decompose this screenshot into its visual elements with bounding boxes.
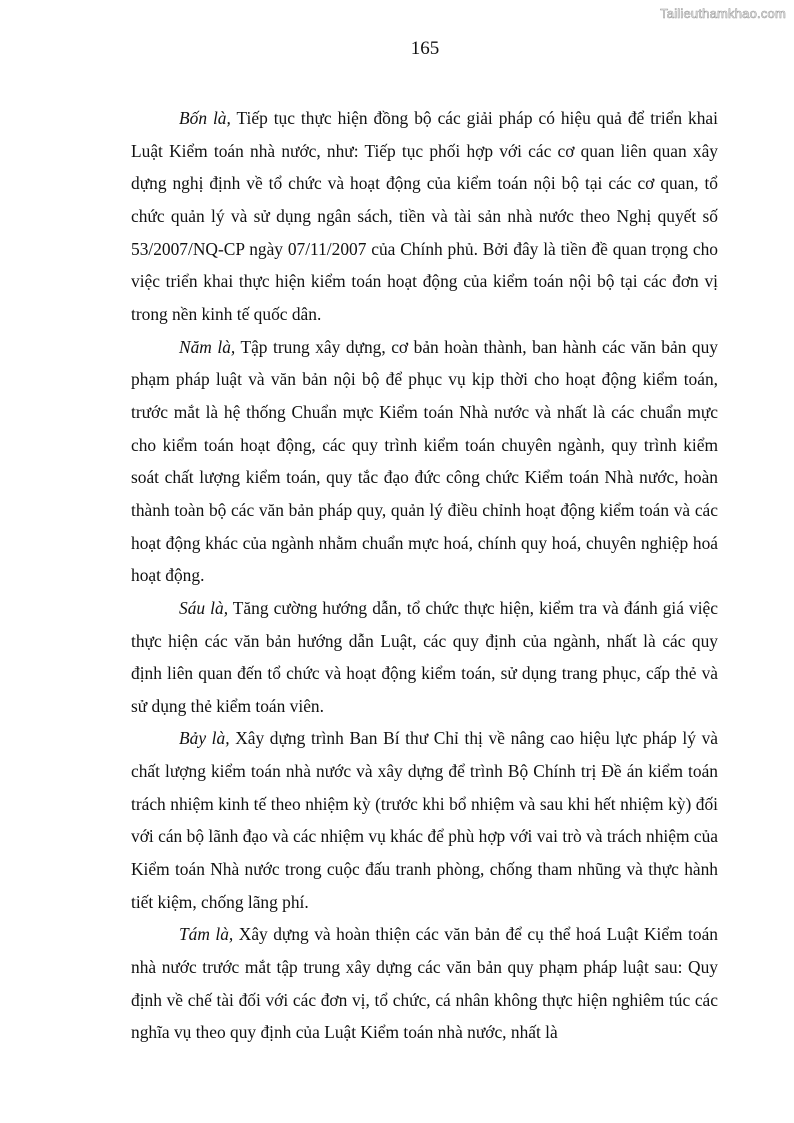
paragraph-text: Xây dựng trình Ban Bí thư Chỉ thị về nâng cao hiệu lực pháp lý và chất lượng kiểm toán nhà nước và xây dựng để trình Bộ Chính trị Đề án kiểm toán trách nhiệm kinh tế theo nhiệm kỳ (trước khi bổ nhiệm và sau khi hết nhiệm kỳ) đối với cán bộ lãnh đạo và các nhiệm vụ khác để phù hợp với vai trò và trách nhiệm của Kiểm toán Nhà nước trong cuộc đấu tranh phòng, chống tham nhũng và thực hành tiết kiệm, chống lãng phí. — [131, 728, 718, 912]
paragraph-text: Xây dựng và hoàn thiện các văn bản để cụ thể hoá Luật Kiểm toán nhà nước trước mắt tập trung xây dựng các văn bản quy phạm pháp luật sau: Quy định về chế tài đối với các đơn vị, tổ chức, cá nhân không thực hiện nghiêm túc các nghĩa vụ theo quy định của Luật Kiểm toán nhà nước, nhất là — [131, 924, 718, 1043]
paragraph-text: Tập trung xây dựng, cơ bản hoàn thành, ban hành các văn bản quy phạm pháp luật và văn bản nội bộ để phục vụ kịp thời cho hoạt động kiểm toán, trước mắt là hệ thống Chuẩn mực Kiểm toán Nhà nước và nhất là các chuẩn mực cho kiểm toán hoạt động, các quy trình kiểm toán chuyên ngành, quy trình kiểm soát chất lượng kiểm toán, quy tắc đạo đức công chức Kiểm toán Nhà nước, hoàn thành toàn bộ các văn bản pháp quy, quản lý điều chỉnh hoạt động kiểm toán và các hoạt động khác của ngành nhằm chuẩn mực hoá, chính quy hoá, chuyên nghiệp hoá hoạt động. — [131, 336, 718, 586]
paragraph-lead: Bốn là, — [179, 108, 231, 128]
paragraph — [131, 102, 718, 331]
paragraph — [131, 592, 718, 723]
paragraph-lead: Năm là, — [179, 336, 236, 357]
paragraph-text: Tăng cường hướng dẫn, tổ chức thực hiện, kiểm tra và đánh giá việc thực hiện các văn bản hướng dẫn Luật, các quy định của ngành, nhất là các quy định liên quan đến tổ chức và hoạt động kiểm toán, sử dụng trang phục, cấp thẻ và sử dụng thẻ kiểm toán viên. — [131, 597, 718, 716]
page-number: 165 — [410, 38, 440, 59]
paragraph-lead: Bảy là, — [179, 728, 230, 749]
paragraph — [131, 331, 718, 592]
paragraph-lead: Sáu là, — [179, 597, 229, 618]
paragraph-text: Tiếp tục thực hiện đồng bộ các giải pháp có hiệu quả để triển khai Luật Kiểm toán nhà nước, như: Tiếp tục phối hợp với các cơ quan liên quan xây dựng nghị định về tổ chức và hoạt động của kiểm toán nội bộ tại các cơ quan, tổ chức quản lý và sử dụng ngân sách, tiền và tài sản nhà nước theo Nghị quyết số 53/2007/NQ-CP ngày 07/11/2007 của Chính phủ. Bởi đây là tiền đề quan trọng cho việc triển khai thực hiện kiểm toán hoạt động của kiểm toán nội bộ tại các đơn vị trong nền kinh tế quốc dân. — [131, 108, 718, 324]
paragraph-lead: Tám là, — [179, 924, 234, 945]
paragraph — [131, 722, 718, 918]
document-body — [131, 102, 718, 1049]
paragraph — [131, 918, 718, 1049]
watermark: Tailieuthamkhao.com — [660, 6, 786, 21]
